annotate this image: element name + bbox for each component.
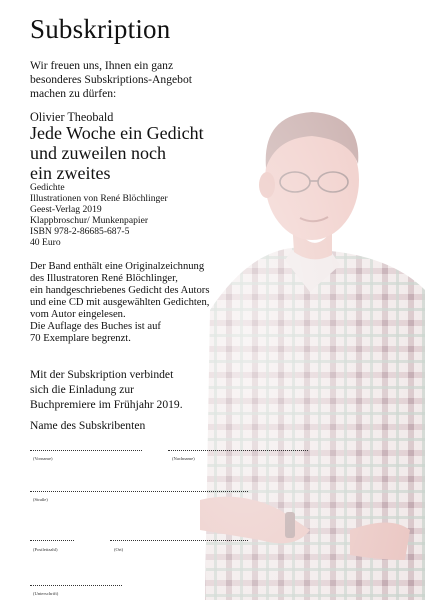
postleitzahl-field[interactable] [30, 540, 74, 541]
book-genre: Gedichte [30, 182, 65, 193]
invitation-line-3: Buchpremiere im Frühjahr 2019. [30, 398, 183, 411]
ort-field[interactable] [110, 540, 248, 541]
unterschrift-field[interactable] [30, 585, 122, 586]
book-illustrator: Illustrationen von René Blöchlinger [30, 193, 168, 204]
author-photo-image [200, 60, 425, 600]
book-title-line-2: und zuweilen noch [30, 143, 166, 163]
form-heading: Name des Subskribenten [30, 419, 146, 432]
description-line-3: ein handgeschriebenes Gedicht des Autors [30, 285, 210, 296]
book-publisher: Geest-Verlag 2019 [30, 204, 102, 215]
intro-line-2: besonderes Subskriptions-Angebot [30, 73, 192, 86]
book-binding: Klappbroschur/ Munkenpapier [30, 215, 149, 226]
page-title: Subskription [30, 14, 171, 44]
nachname-field[interactable] [168, 450, 308, 451]
description-line-5: vom Autor eingelesen. [30, 309, 126, 320]
vorname-field[interactable] [30, 450, 142, 451]
unterschrift-label: (Unterschrift) [33, 591, 59, 596]
description-line-1: Der Band enthält eine Originalzeichnung [30, 261, 205, 272]
book-title-line-1: Jede Woche ein Gedicht [30, 123, 204, 143]
invitation-line-1: Mit der Subskription verbindet [30, 368, 174, 381]
description-line-4: und eine CD mit ausgewählten Gedichten, [30, 297, 210, 308]
book-title-line-3: ein zweites [30, 163, 111, 183]
nachname-label: (Nachname) [172, 456, 195, 461]
postleitzahl-label: (Postleitzahl) [33, 547, 58, 552]
book-author: Olivier Theobald [30, 110, 114, 124]
vorname-label: (Vorname) [33, 456, 53, 461]
author-photo [200, 60, 425, 600]
intro-line-3: machen zu dürfen: [30, 87, 117, 100]
description-line-6: Die Auflage des Buches ist auf [30, 321, 161, 332]
book-price: 40 Euro [30, 237, 61, 248]
strasse-label: (Straße) [33, 497, 48, 502]
description-line-2: des Illustratoren René Blöchlinger, [30, 273, 178, 284]
invitation-line-2: sich die Einladung zur [30, 383, 134, 396]
description-line-7: 70 Exemplare begrenzt. [30, 333, 131, 344]
strasse-field[interactable] [30, 491, 248, 492]
book-isbn: ISBN 978-2-86685-687-5 [30, 226, 130, 237]
ort-label: (Ort) [114, 547, 124, 552]
intro-line-1: Wir freuen uns, Ihnen ein ganz [30, 59, 174, 72]
